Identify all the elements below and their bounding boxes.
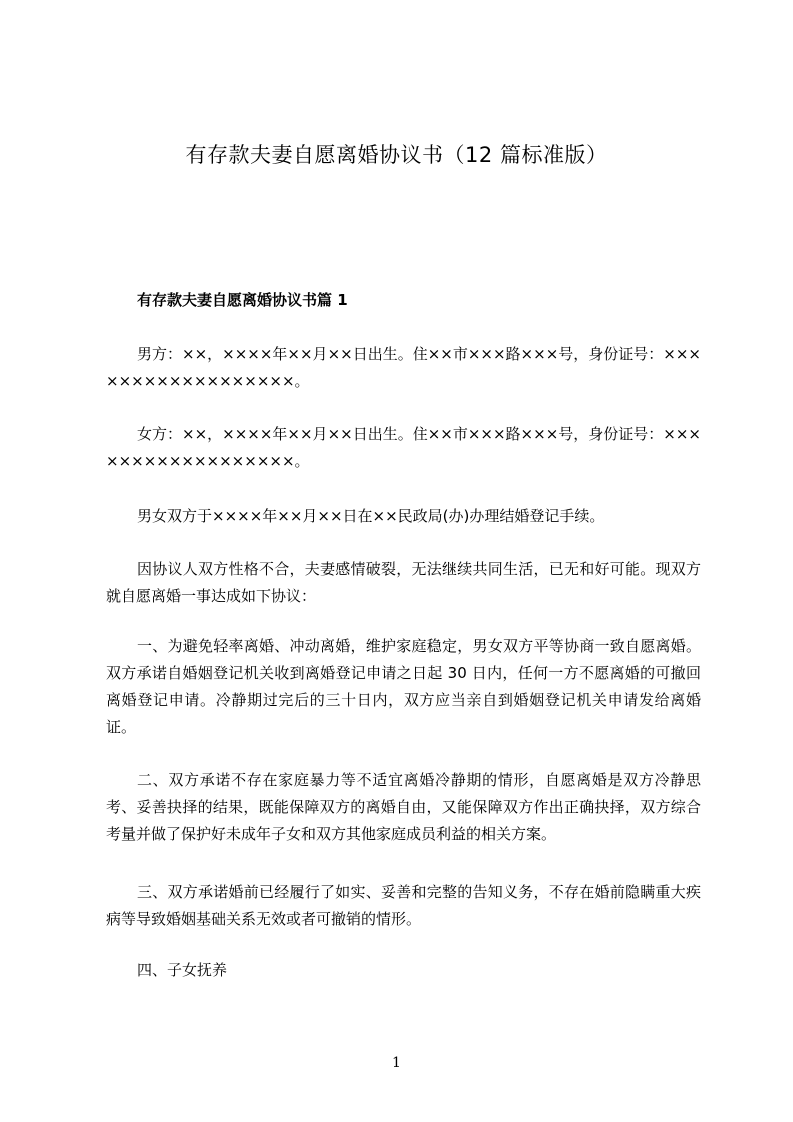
paragraph-female-party: 女方：××，××××年××月××日出生。住××市×××路×××号，身份证号：××××××××××××××××××。	[106, 425, 701, 470]
page-number: 1	[392, 1055, 401, 1071]
paragraph-male-party: 男方：××，××××年××月××日出生。住××市×××路×××号，身份证号：××××××××××××××××××。	[106, 345, 701, 390]
paragraph-clause-3: 三、双方承诺婚前已经履行了如实、妥善和完整的告知义务，不存在婚前隐瞒重大疾病等导致婚姻基础关系无效或者可撤销的情形。	[106, 883, 701, 928]
document-title: 有存款夫妻自愿离婚协议书（12 篇标准版）	[185, 143, 608, 167]
paragraph-clause-1: 一、为避免轻率离婚、冲动离婚，维护家庭稳定，男女双方平等协商一致自愿离婚。双方承诺自婚姻登记机关收到离婚登记申请之日起 30 日内，任何一方不愿离婚的可撤回离婚登记申请。冷静期过完后的三十日内，双方应当亲自到婚姻登记机关申请发给离婚证。	[106, 637, 701, 736]
section-heading: 有存款夫妻自愿离婚协议书篇 1	[137, 291, 348, 309]
paragraph-divorce-reason: 因协议人双方性格不合，夫妻感情破裂，无法继续共同生活，已无和好可能。现双方就自愿离婚一事达成如下协议：	[106, 560, 701, 605]
paragraph-clause-2: 二、双方承诺不存在家庭暴力等不适宜离婚冷静期的情形，自愿离婚是双方冷静思考、妥善抉择的结果，既能保障双方的离婚自由，又能保障双方作出正确抉择，双方综合考量并做了保护好未成年子女和双方其他家庭成员利益的相关方案。	[106, 771, 701, 843]
paragraph-clause-4-heading: 四、子女抚养	[137, 961, 228, 979]
paragraph-marriage-registration: 男女双方于××××年××月××日在××民政局(办)办理结婚登记手续。	[137, 507, 605, 525]
